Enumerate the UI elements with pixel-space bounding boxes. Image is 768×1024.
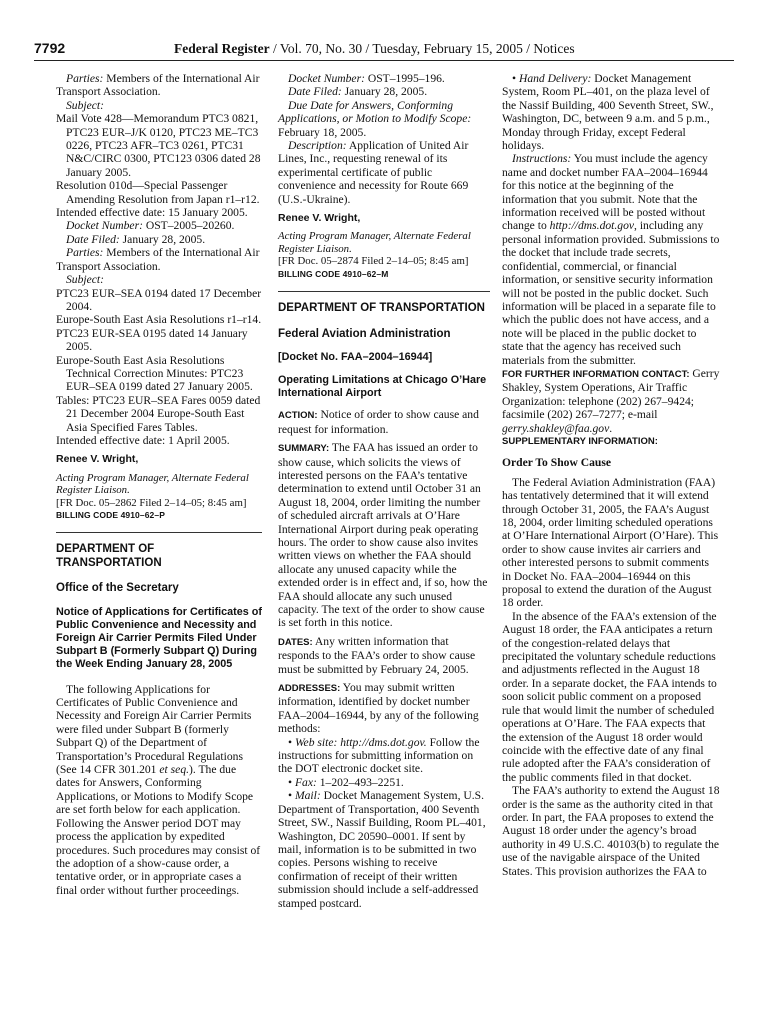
subject-item: PTC23 EUR–SEA 0194 dated 17 December 2004. (56, 286, 262, 313)
action-line (278, 408, 490, 436)
action-label: ACTION: (278, 410, 318, 422)
column-1 (56, 72, 262, 897)
subject-item: Intended effective date: 1 April 2005. (56, 433, 230, 447)
parties-line (56, 246, 262, 273)
signer-name: Renee V. Wright, (278, 212, 361, 225)
body-paragraph: In the absence of the FAA’s extension of the August 18 order, the FAA anticipates a return of the congestion-related delays that precipitated the voluntary schedule reductions and adjustments reflected in the August 18 order. In a separate docket, the FAA intends to soon solicit public comment on a proposed rule that would limit the number of scheduled operations at O’Hare. The FAA expects that the extension of the August 18 order would coincide with the effective date of any final rule adopted after the FAA’s consideration of the public comments filed in that docket. (502, 609, 717, 784)
instructions-text-a: You must include the agency name and docket number FAA–2004–16944 for this notice at the beginning of the information that you submit. Note that the information received will be posted without change to (502, 152, 708, 233)
divider (56, 532, 262, 533)
filed-text: January 28, 2005. (119, 232, 206, 246)
fr-doc: [FR Doc. 05–2862 Filed 2–14–05; 8:45 am] (56, 496, 247, 509)
addresses-line (278, 681, 490, 736)
signer-title-text: Acting Program Manager, Alternate Federal Register Liaison. (56, 471, 249, 497)
web-label: Web site: http://dms.dot.gov. (294, 735, 427, 749)
due-text: February 18, 2005. (278, 125, 367, 139)
body-text-b: ). The due dates for Answers, Conforming Applications, or Motions to Modify Scope are set forth below for each application. Following the Answer period DOT may process the application by expedited procedures. Such procedures may consist of the adoption of a show-cause order, a tentative order, or in appropriate cases a final order without further proceedings. (56, 763, 261, 897)
contact-email: gerry.shakley@faa.gov (502, 421, 610, 435)
subject-item: PTC23 EUR-SEA 0195 dated 14 January 2005. (56, 326, 248, 354)
action-text: Notice of order to show cause and request for information. (278, 408, 479, 436)
mail-bullet: • Mail: Docket Management System, U.S. Department of Transportation, 400 Seventh Street, SW., Nassif Building, Room PL–401, Washington, DC 20590–0001. If sent by mail, information is to be submitted in two copies. Persons wishing to receive confirmation of receipt of their written submission should include a self-addressed stamped postcard. (278, 789, 486, 910)
filed-text: January 28, 2005. (341, 85, 428, 99)
dates-label: DATES: (278, 636, 313, 648)
signer-name: Renee V. Wright, (56, 453, 139, 466)
agency-heading: Federal Aviation Administration (278, 327, 451, 340)
docket-number: [Docket No. FAA–2004–16944] (278, 350, 433, 363)
subject-item: Mail Vote 428—Memorandum PTC3 0821, PTC23 EUR–J/K 0120, PTC23 ME–TC3 0226, PTC23 AFR–TC3 0261, PTC31 N&C/CIRC 0300, PTC123 0306 dated 28 January 2005. (56, 112, 261, 179)
docket-text: OST–1995–196. (364, 72, 445, 85)
issue-info: / Vol. 70, No. 30 / Tuesday, February 15, 2005 / Notices (269, 41, 575, 56)
description-text: Application of United Air Lines, Inc., requesting renewal of its experimental certificate of public convenience and necessity for Route 669 (U.S.-Ukraine). (278, 139, 469, 206)
subject-item: Europe-South East Asia Resolutions r1–r14. (56, 313, 262, 327)
hand-delivery-bullet: • Hand Delivery: Docket Management System, Room PL–401, on the plaza level of the Nassif Building, 400 Seventh Street, SW., Washington, DC, between 9 a.m. and 5 p.m., Monday through Friday, except Federal holidays. (502, 72, 714, 153)
column-3 (502, 72, 720, 878)
order-heading: Order To Show Cause (502, 456, 611, 470)
subject-item: Europe-South East Asia Resolutions Technical Correction Minutes: PTC23 EUR–SEA 0199 dated 27 January 2005. (56, 353, 253, 394)
description-line (278, 139, 490, 206)
subject-label-text: Subject: (66, 273, 104, 287)
billing-code: BILLING CODE 4910–62–M (278, 268, 389, 279)
mail-label: Mail: (294, 789, 321, 803)
filed-line (56, 233, 262, 246)
parties-text: Members of the International Air Transport Association. (56, 246, 260, 273)
addresses-label: ADDRESSES: (278, 683, 341, 695)
dates-text: Any written information that responds to the FAA’s order to show cause must be submitted by February 24, 2005. (278, 634, 476, 676)
filed-label: Date Filed: (288, 85, 342, 99)
filed-line (278, 85, 490, 98)
contact-label: FOR FURTHER INFORMATION CONTACT: (502, 368, 690, 380)
office-heading: Office of the Secretary (56, 582, 179, 595)
et-seq: et seq. (159, 763, 190, 777)
instructions-label: Instructions: (512, 152, 572, 166)
dates-line (278, 635, 490, 676)
addresses-text: You may submit written information, identified by docket number FAA–2004–16944, by any of the following methods: (278, 681, 479, 736)
body-paragraph (56, 683, 262, 898)
body-text-a: The following Applications for Certificates of Public Convenience and Necessity and Foreign Air Carrier Permits were filed under Subpart B (formerly Subpart Q) of the Department of Transportation’s Procedural Regulations (See 14 CFR 301.201 (56, 682, 252, 777)
department-heading: DEPARTMENT OF TRANSPORTATION (278, 302, 485, 315)
column-2 (278, 72, 490, 910)
summary-label: SUMMARY: (278, 443, 330, 455)
signer-title (56, 472, 262, 497)
contact-end: . (609, 421, 613, 435)
parties-label: Parties: (66, 246, 104, 260)
due-label: Due Date for Answers, Conforming Applications, or Motion to Modify Scope: (278, 98, 472, 126)
parties-label: Parties: (66, 72, 104, 85)
contact-line (502, 367, 720, 435)
signer-title-text: Acting Program Manager, Alternate Federal Register Liaison. (278, 230, 471, 255)
fax-bullet: • Fax: 1–202–493–2251. (288, 775, 404, 789)
hand-label: Hand Delivery: (518, 72, 592, 85)
divider (278, 291, 490, 292)
mail-text: Docket Management System, U.S. Department of Transportation, 400 Seventh Street, SW., Nassif Building, Room PL–401, Washington, DC 20590–0001. If sent by mail, information is to be submitted in two copies. Persons wishing to receive confirmation of receipt of their written submission should include a self-addressed stamped postcard. (278, 789, 486, 910)
description-label: Description: (288, 139, 347, 153)
body-paragraph: The FAA’s authority to extend the August 18 order is the same as the authority cited in that order. In part, the FAA proposes to extend the August 18 order under the agency’s broad authority in 49 U.S.C. 40103(b) to regulate the use of the navigable airspace of the United States. This provision authorizes the FAA to (502, 784, 720, 878)
billing-code: BILLING CODE 4910–62–P (56, 510, 165, 520)
subject-item: Intended effective date: 15 January 2005. (56, 206, 248, 220)
docket-line (56, 219, 262, 232)
docket-url: http://dms.dot.gov (549, 219, 635, 233)
subject-item: Tables: PTC23 EUR–SEA Fares 0059 dated 21 December 2004 Europe-South East Asia Specified Fares Tables. (56, 393, 261, 434)
instructions-line (502, 152, 720, 367)
department-heading: DEPARTMENT OF TRANSPORTATION (56, 543, 162, 569)
subject-label (56, 99, 262, 112)
fr-doc: [FR Doc. 05–2874 Filed 2–14–05; 8:45 am] (278, 255, 469, 268)
hand-text: Docket Management System, Room PL–401, on the plaza level of the Nassif Building, 400 Seventh Street, SW., Washington, DC, between 9 a.m. and 5 p.m., Monday through Friday, except Federal holidays. (502, 72, 714, 153)
docket-label: Docket Number: (288, 72, 365, 85)
subject-label (56, 273, 262, 286)
notice-title: Notice of Applications for Certificates of Public Convenience and Necessity and Foreign Air Carrier Permits Filed Under Subpart B (Formerly Subpart Q) During the Week Ending January 28, 2005 (56, 605, 262, 670)
filed-label: Date Filed: (66, 232, 120, 246)
subject-label-text: Subject: (66, 98, 104, 112)
web-bullet: • Web site: http://dms.dot.gov. Follow the instructions for submitting information on the DOT electronic docket site. (278, 735, 480, 776)
signer-title (278, 230, 490, 255)
supplementary-label: SUPPLEMENTARY INFORMATION: (502, 435, 658, 447)
page-number: 7792 (34, 40, 66, 56)
subject-item: Resolution 010d—Special Passenger Amending Resolution from Japan r1–r12. (56, 179, 260, 206)
fax-label: Fax: (294, 775, 317, 789)
parties-line (56, 72, 262, 99)
fax-text: 1–202–493–2251. (316, 775, 404, 789)
contact-text: Gerry Shakley, System Operations, Air Traffic Organization: telephone (202) 267–9424; facsimile (202) 267–7277; e-mail (502, 366, 720, 422)
web-text: Follow the instructions for submitting information on the DOT electronic docket site. (278, 735, 480, 776)
parties-text: Members of the International Air Transport Association. (56, 72, 260, 99)
body-paragraph: The Federal Aviation Administration (FAA) has tentatively determined that it will extend through October 31, 2005, the FAA’s August 18, 2004, order limiting scheduled operations at O’Hare International Airport (O’Hare). This order to show cause invites air carriers and other interested persons to submit comments in Docket No. FAA–2004–16944 on this proposal to extend the duration of the August 18 order. (502, 475, 719, 610)
journal-name: Federal Register (174, 41, 270, 56)
running-head (174, 41, 575, 57)
docket-line (278, 72, 490, 85)
due-line (278, 99, 490, 139)
docket-label: Docket Number: (66, 219, 143, 233)
summary-line (278, 441, 490, 630)
docket-text: OST–2005–20260. (142, 219, 235, 233)
notice-title: Operating Limitations at Chicago O’Hare International Airport (278, 374, 487, 400)
summary-text: The FAA has issued an order to show cause, which solicits the views of interested persons on the FAA’s tentative determination to extend until October 31 an August 18, 2004, order limiting the number of scheduled aircraft arrivals at O’Hare International Airport during peak operating hours. The order to show cause also invites written views on whether the FAA should allocate any unused capacity while the extended order is in effect and, if so, how the FAA should allocate any such unused capacity. The text of the order to show cause is set forth in this notice. (278, 441, 488, 630)
page-header (34, 38, 734, 61)
instructions-text-b: , including any personal information provided. Submissions to the docket that include trade secrets, confidential, commercial, or financial information, or sensitive security information will not be posted in the public docket. Such information will be placed in a separate file to which the public does not have access, and a note will be placed in the public docket to state that the agency has received such materials from the submitter. (502, 219, 720, 367)
